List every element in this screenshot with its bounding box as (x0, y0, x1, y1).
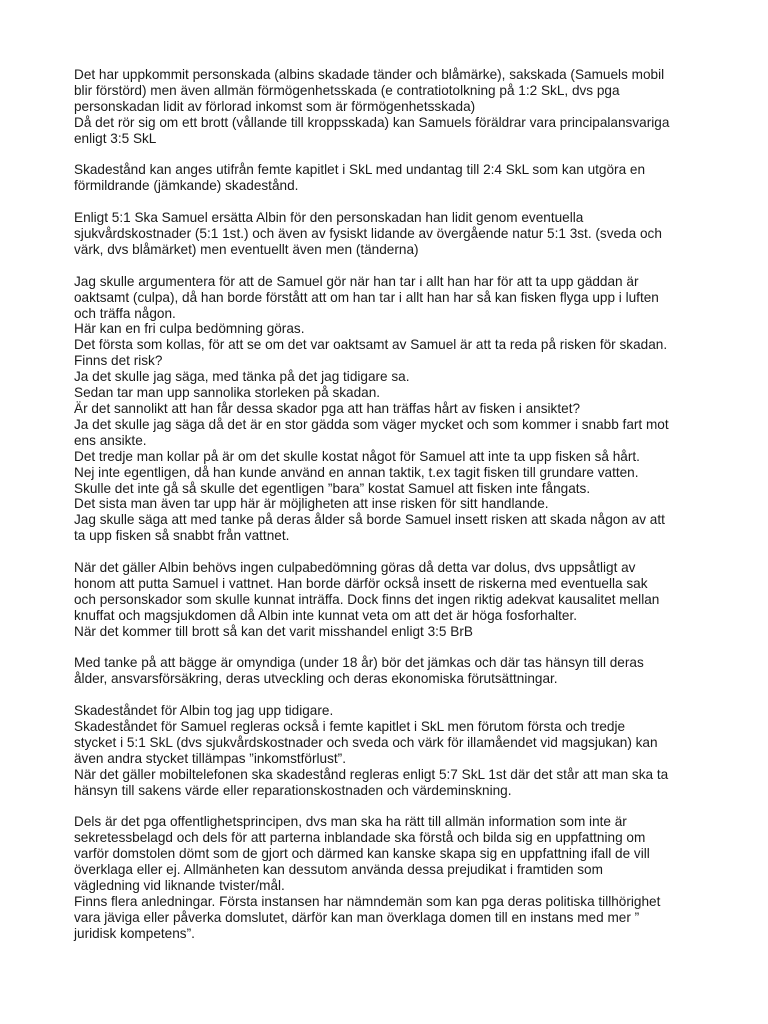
paragraph (74, 703, 734, 798)
text-line: Enligt 5:1 Ska Samuel ersätta Albin för den personskadan han lidit genom eventuella (74, 210, 584, 226)
text-line: Ja det skulle jag säga, med tänka på det jag tidigare sa. (74, 369, 410, 385)
text-line: och personskador som skulle kunnat inträffa. Dock finns det ingen riktig adekvat kausalitet mellan (74, 591, 660, 607)
text-line: och träffa någon. (74, 305, 176, 321)
text-line: Här kan en fri culpa bedömning göras. (74, 321, 305, 337)
text-line: När det kommer till brott så kan det varit misshandel enligt 3:5 BrB (74, 623, 473, 639)
paragraph (74, 655, 734, 687)
text-line: Skadeståndet för Samuel regleras också i femte kapitlet i SkL men förutom första och tredje (74, 719, 626, 735)
text-line: oaktsamt (culpa), då han borde förstått att om han tar i allt han har så kan fisken flyga upp i luften (74, 289, 659, 305)
text-line: stycket i 5:1 SkL (dvs sjukvårdskostnader och sveda och värk för illamåendet vid magsjukan) kan (74, 734, 658, 750)
text-line: ta upp fisken så snabbt från vattnet. (74, 528, 290, 544)
text-line: överklaga eller ej. Allmänheten kan dessutom använda dessa prejudikat i framtiden som (74, 862, 603, 878)
text-line: förmildrande (jämkande) skadestånd. (74, 178, 299, 194)
text-line: värk, dvs blåmärket) men eventuellt även men (tänderna) (74, 241, 419, 257)
text-line: juridisk kompetens”. (74, 925, 195, 941)
text-line: Finns flera anledningar. Första instansen har nämndemän som kan pga deras politiska tillhörighet (74, 894, 661, 910)
text-line: även andra stycket tillämpas ”inkomstförlust”. (74, 750, 346, 766)
text-line: vara jäviga eller påverka domslutet, därför kan man överklaga domen till en instans med mer ” (74, 909, 640, 925)
paragraph (74, 210, 734, 258)
text-line: Det har uppkommit personskada (albins skadade tänder och blåmärke), sakskada (Samuels mobil (74, 67, 665, 82)
text-line: Dels är det pga offentlighetsprincipen, dvs man ska ha rätt till allmän information som inte är (74, 814, 627, 830)
text-line: Då det rör sig om ett brott (vållande till kroppsskada) kan Samuels föräldrar vara principalansvariga (74, 114, 670, 130)
text-line: Jag skulle säga att med tanke på deras ålder så borde Samuel insett risken att skada någon av att (74, 512, 665, 528)
text-line: vägledning vid liknande tvister/mål. (74, 878, 285, 894)
text-line: knuffat och magsjukdomen då Albin inte kunnat veta om att det är höga fosforhalter. (74, 607, 578, 623)
text-line: enligt 3:5 SkL (74, 130, 157, 146)
text-line: ens ansikte. (74, 432, 147, 448)
text-line: När det gäller mobiltelefonen ska skadestånd regleras enligt 5:7 SkL 1st där det står att man ska ta (74, 766, 669, 782)
text-line: Det sista man även tar upp här är möjligheten att inse risken för sitt handlande. (74, 496, 549, 512)
text-line: Sedan tar man upp sannolika storleken på skadan. (74, 385, 381, 401)
text-line: Ja det skulle jag säga då det är en stor gädda som väger mycket och som kommer i snabb fart mot (74, 416, 669, 432)
text-line: personskadan lidit av förlorad inkomst som är förmögenhetsskada) (74, 98, 476, 114)
text-line: sjukvårdskostnader (5:1 1st.) och även av fysiskt lidande av övergående natur 5:1 3st. (sveda och (74, 226, 662, 242)
text-line: hänsyn till sakens värde eller reparationskostnaden och värdeminskning. (74, 782, 512, 798)
text-line: honom att putta Samuel i vattnet. Han borde därför också insett de riskerna med eventuella sak (74, 575, 648, 591)
text-line: varför domstolen dömt som de gjort och därmed kan kanske skapa sig en uppfattning ifall de vill (74, 846, 650, 862)
text-line: Är det sannolikt att han får dessa skador pga att han träffas hårt av fisken i ansiktet? (74, 400, 581, 416)
text-line: Nej inte egentligen, då han kunde använd en annan taktik, t.ex tagit fisken till grundare vatten. (74, 464, 639, 480)
text-line: Jag skulle argumentera för att de Samuel gör när han tar i allt han har för att ta upp gäddan är (74, 273, 639, 289)
text-line: sekretessbelagd och dels för att parterna inblandade ska förstå och bilda sig en uppfattning om (74, 830, 646, 846)
text-line: Skulle det inte gå så skulle det egentligen ”bara” kostat Samuel att fisken inte fångats. (74, 480, 591, 496)
paragraph (74, 814, 734, 941)
document-body (74, 67, 734, 942)
text-line: När det gäller Albin behövs ingen culpabedömning göras då detta var dolus, dvs uppsåtligt av (74, 560, 636, 576)
text-line: Med tanke på att bägge är omyndiga (under 18 år) bör det jämkas och där tas hänsyn till deras (74, 655, 644, 671)
paragraph (74, 274, 734, 544)
paragraph (74, 560, 734, 640)
text-line: Finns det risk? (74, 353, 163, 369)
text-line: Det första som kollas, för att se om det var oaktsamt av Samuel är att ta reda på risken för skadan. (74, 337, 668, 353)
text-line: ålder, ansvarsförsäkring, deras utveckling och deras ekonomiska förutsättningar. (74, 671, 558, 687)
paragraph (74, 162, 734, 194)
text-line: Skadestånd kan anges utifrån femte kapitlet i SkL med undantag till 2:4 SkL som kan utgöra en (74, 162, 646, 178)
paragraph (74, 67, 734, 147)
text-line: blir förstörd) men även allmän förmögenhetsskada (e contratiotolkning på 1:2 SkL, dvs pga (74, 82, 620, 98)
text-line: Det tredje man kollar på är om det skulle kostat något för Samuel att inte ta upp fisken så hårt. (74, 448, 640, 464)
text-line: Skadeståndet för Albin tog jag upp tidigare. (74, 703, 334, 719)
